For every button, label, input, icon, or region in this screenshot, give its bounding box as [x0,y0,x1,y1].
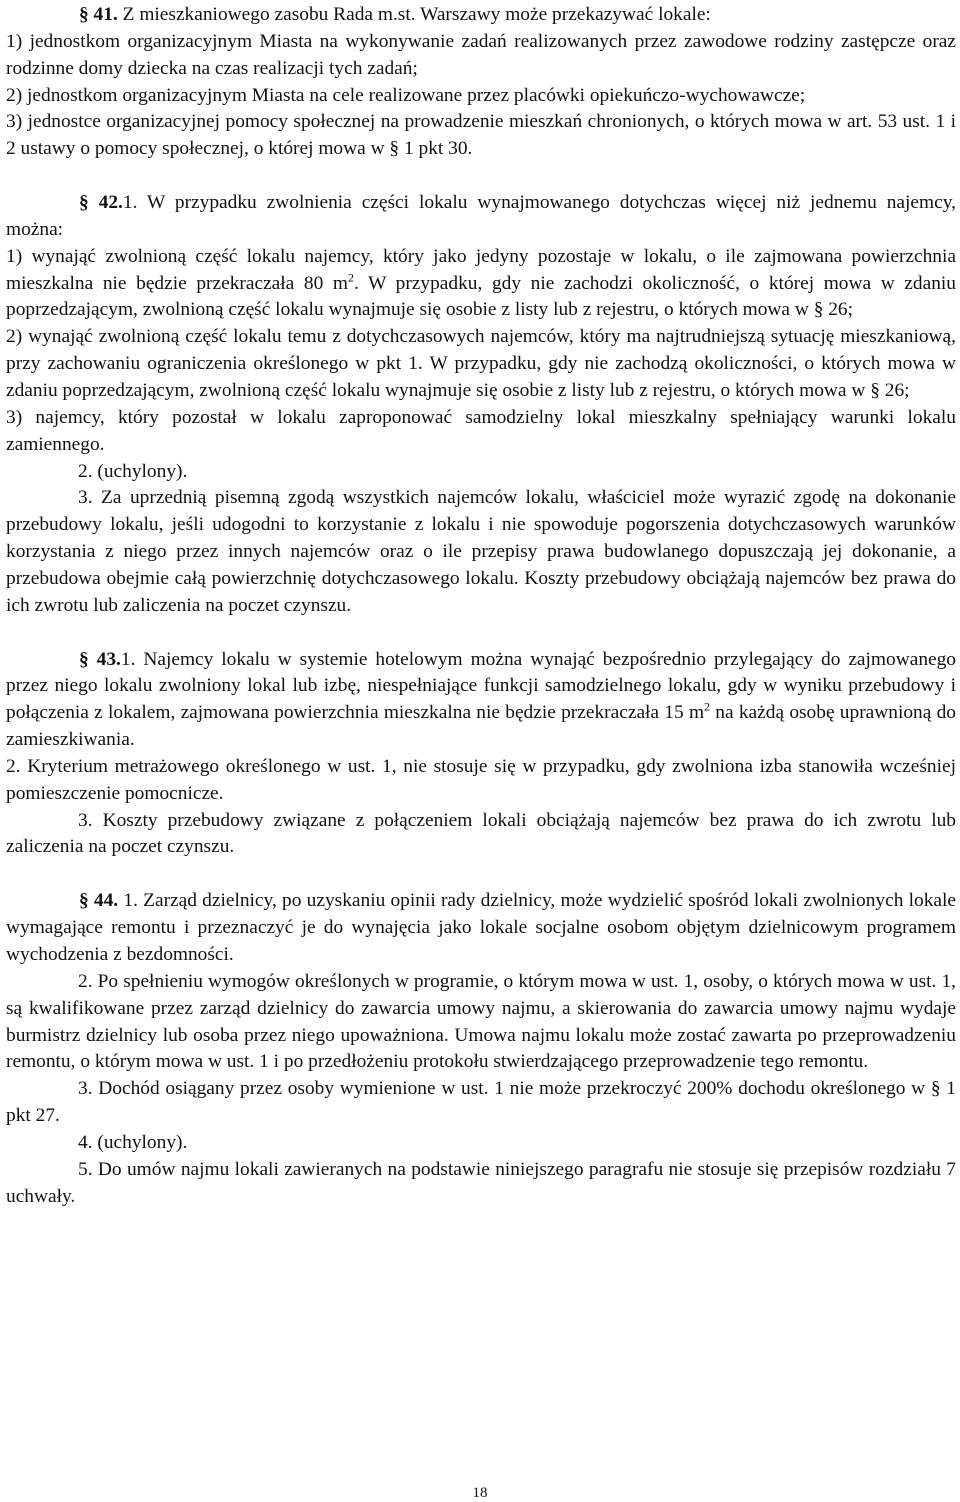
paragraph-41-intro [6,2,956,29]
paragraph-42-1-intro [6,190,956,244]
page-number: 18 [472,1485,488,1501]
section-heading-44: § 44. [79,890,119,912]
paragraph-41-point-3: 3) jednostce organizacyjnej pomocy społecznej na prowadzenie mieszkań chronionych, o których mowa w art. 53 ust. 1 i 2 ustawy o pomocy społecznej, o której mowa w § 1 pkt 30. [6,111,956,160]
superscript-exponent: 2 [347,270,354,285]
paragraph-43-2: 2. Kryterium metrażowego określonego w ust. 1, nie stosuje się w przypadku, gdy zwolniona izba stanowiła wcześniej pomieszczenie pomocnicze. [6,755,956,804]
section-spacer [6,620,956,647]
section-spacer [6,861,956,888]
paragraph-43-1 [6,647,956,754]
paragraph-42-1-point-3: 3) najemcy, który pozostał w lokalu zaproponować samodzielny lokal mieszkalny spełniający warunki lokalu zamiennego. [6,406,956,455]
paragraph-43-1-a: Najemcy lokalu w systemie hotelowym można wynająć bezpośrednio przylegający do zajmowanego przez niego lokalu zwolniony lokal lub izbę, niespełniające funkcji samodzielnego lokalu, gdy w wyniku przebudowy i połączenia z lokalem, zajmowana powierzchnia mieszkalna nie będzie przekraczała 15 m [6,648,957,724]
document-page [6,2,956,1210]
paragraph-43-3: 3. Koszty przebudowy związane z połączeniem lokali obciążają najemców bez prawa do ich zwrotu lub zaliczenia na poczet czynszu. [6,809,956,858]
paragraph-41-intro-text: Z mieszkaniowego zasobu Rada m.st. Warszawy może przekazywać lokale: [122,4,711,25]
paragraph-44-3: 3. Dochód osiągany przez osoby wymienione w ust. 1 nie może przekroczyć 200% dochodu określonego w § 1 pkt 27. [6,1078,956,1127]
paragraph-44-4: 4. (uchylony). [78,1131,188,1153]
paragraph-42-3: 3. Za uprzednią pisemną zgodą wszystkich najemców lokalu, właściciel może wyrazić zgodę na dokonanie przebudowy lokalu, jeśli udogodni to korzystanie z lokalu i nie spowoduje pogorszenia dotychczasowych warunków korzystania z niego przez innych najemców oraz o ile przepisy prawa budowlanego dopuszczają jej dokonanie, a przebudowa obejmie całą powierzchnię dotychczasowego lokalu. Koszty przebudowy obciążają najemców bez prawa do ich zwrotu lub zaliczenia na poczet czynszu. [6,487,956,616]
paragraph-42-1-point-2: 2) wynająć zwolnioną część lokalu temu z dotychczasowych najemców, który ma najtrudniejszą sytuację mieszkaniową, przy zachowaniu ograniczenia określonego w pkt 1. W przypadku, gdy nie zachodzą okoliczności, o których mowa w zdaniu poprzedzającym, zwolnioną część lokalu wynajmuje się osobie z listy lub z rejestru, o których mowa w § 26; [6,326,956,401]
paragraph-44-2: 2. Po spełnieniu wymogów określonych w programie, o którym mowa w ust. 1, osoby, o których mowa w ust. 1, są kwalifikowane przez zarząd dzielnicy do zawarcia umowy najmu, a skierowania do zawarcia umowy najmu wydaje burmistrz dzielnicy lub osoba przez niego upoważniona. Umowa najmu lokalu może zostać zawarta po przeprowadzeniu remontu, o którym mowa w ust. 1 i po przedłożeniu protokołu stwierdzającego przeprowadzenie tego remontu. [6,970,956,1073]
paragraph-42-2: 2. (uchylony). [78,460,188,482]
paragraph-41-point-1: 1) jednostkom organizacyjnym Miasta na wykonywanie zadań realizowanych przez zawodowe rodziny zastępcze oraz rodzinne domy dziecka na czas realizacji tych zadań; [6,30,956,79]
subsection-number-43-1: 1. [120,648,136,670]
paragraph-42-1-point-1-b: . W przypadku, gdy nie zachodzi okoliczność, o której mowa w zdaniu poprzedzającym, zwolnioną część lokalu wynajmuje się osobie z listy lub z rejestru, o których mowa w § 26; [6,272,956,321]
subsection-number-42-1: 1. [122,192,138,214]
paragraph-42-1-point-1 [6,244,956,325]
section-heading-41: § 41. [79,4,118,25]
paragraph-43-1-b: na każdą osobę uprawnioną do zamieszkiwania. [6,702,956,751]
paragraph-44-5: 5. Do umów najmu lokali zawieranych na podstawie niniejszego paragrafu nie stosuje się przepisów rozdziału 7 uchwały. [6,1158,956,1207]
paragraph-44-1-text: 1. Zarząd dzielnicy, po uzyskaniu opinii rady dzielnicy, może wydzielić spośród lokali zwolnionych lokale wymagające remontu i przeznaczyć je do wynajęcia jako lokale socjalne osobom objętym dzielnicowym programem wychodzenia z bezdomności. [6,890,956,965]
section-heading-43: § 43. [79,648,121,670]
section-heading-42: § 42. [79,192,123,214]
paragraph-42-1-point-1-a: 1) wynająć zwolnioną część lokalu najemcy, który jako jedyny pozostaje w lokalu, o ile zajmowana powierzchnia mieszkalna nie będzie przekraczała 80 m [6,245,956,294]
paragraph-41-point-2: 2) jednostkom organizacyjnym Miasta na cele realizowane przez placówki opiekuńczo-wychowawcze; [6,84,806,106]
paragraph-42-1-intro-text: W przypadku zwolnienia części lokalu wynajmowanego dotychczas więcej niż jednemu najemcy, można: [6,192,957,240]
superscript-exponent: 2 [704,699,711,714]
section-spacer [6,163,956,190]
paragraph-44-1 [6,888,956,969]
